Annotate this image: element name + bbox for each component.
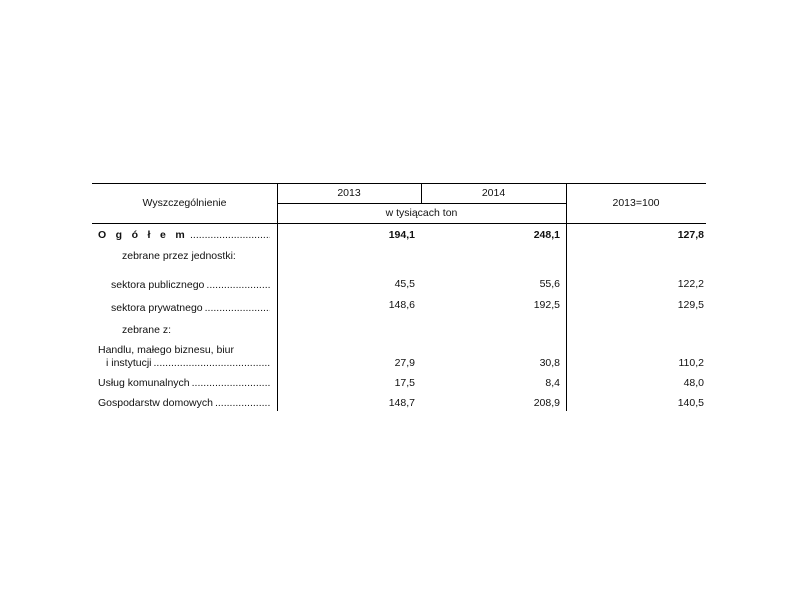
row-subheading-units: zebrane przez jednostki: xyxy=(122,250,236,262)
row-municipal-2013: 17,5 xyxy=(394,377,415,389)
row-municipal-label: Usług komunalnych xyxy=(98,377,190,389)
table-row-label xyxy=(98,377,270,389)
table-row-label xyxy=(111,302,270,314)
table-row-label xyxy=(98,229,270,241)
leader-dots xyxy=(205,302,270,314)
row-private-2013: 148,6 xyxy=(388,299,415,311)
table-row-label xyxy=(98,397,270,409)
row-total-2014: 248,1 xyxy=(533,229,560,241)
row-total-2013: 194,1 xyxy=(388,229,415,241)
header-year-2014: 2014 xyxy=(481,187,506,199)
row-municipal-index: 48,0 xyxy=(683,377,704,389)
row-trade-2014: 30,8 xyxy=(539,357,560,369)
header-year-2013: 2013 xyxy=(337,187,361,199)
row-trade-label-line1: Handlu, małego biznesu, biur xyxy=(98,344,234,356)
row-public-label: sektora publicznego xyxy=(111,279,205,291)
row-trade-2013: 27,9 xyxy=(394,357,415,369)
table-row-label xyxy=(106,357,270,369)
table-row-label xyxy=(111,279,270,291)
row-total-label: O g ó ł e m xyxy=(98,229,188,241)
header-unit: w tysiącach ton xyxy=(385,207,458,219)
header-index: 2013=100 xyxy=(612,197,660,209)
row-municipal-2014: 8,4 xyxy=(545,377,560,389)
row-public-2013: 45,5 xyxy=(394,278,415,290)
row-households-label: Gospodarstw domowych xyxy=(98,397,213,409)
row-private-label: sektora prywatnego xyxy=(111,302,203,314)
leader-dots xyxy=(206,279,270,291)
leader-dots xyxy=(192,377,270,389)
row-public-2014: 55,6 xyxy=(539,278,560,290)
table-top-rule xyxy=(92,183,706,184)
leader-dots xyxy=(154,357,270,369)
row-trade-label-line2: i instytucji xyxy=(106,357,152,369)
header-col-label: Wyszczególnienie xyxy=(142,197,227,209)
leader-dots xyxy=(190,229,270,241)
waste-table xyxy=(92,183,706,411)
row-public-index: 122,2 xyxy=(677,278,704,290)
row-private-2014: 192,5 xyxy=(533,299,560,311)
row-households-2013: 148,7 xyxy=(388,397,415,409)
row-private-index: 129,5 xyxy=(677,299,704,311)
leader-dots xyxy=(215,397,270,409)
row-trade-index: 110,2 xyxy=(678,357,704,369)
row-households-2014: 208,9 xyxy=(533,397,560,409)
row-total-index: 127,8 xyxy=(677,229,704,241)
row-subheading-sources: zebrane z: xyxy=(122,324,172,336)
row-households-index: 140,5 xyxy=(677,397,704,409)
year-header-rule xyxy=(277,203,566,204)
header-bottom-rule xyxy=(92,223,706,224)
